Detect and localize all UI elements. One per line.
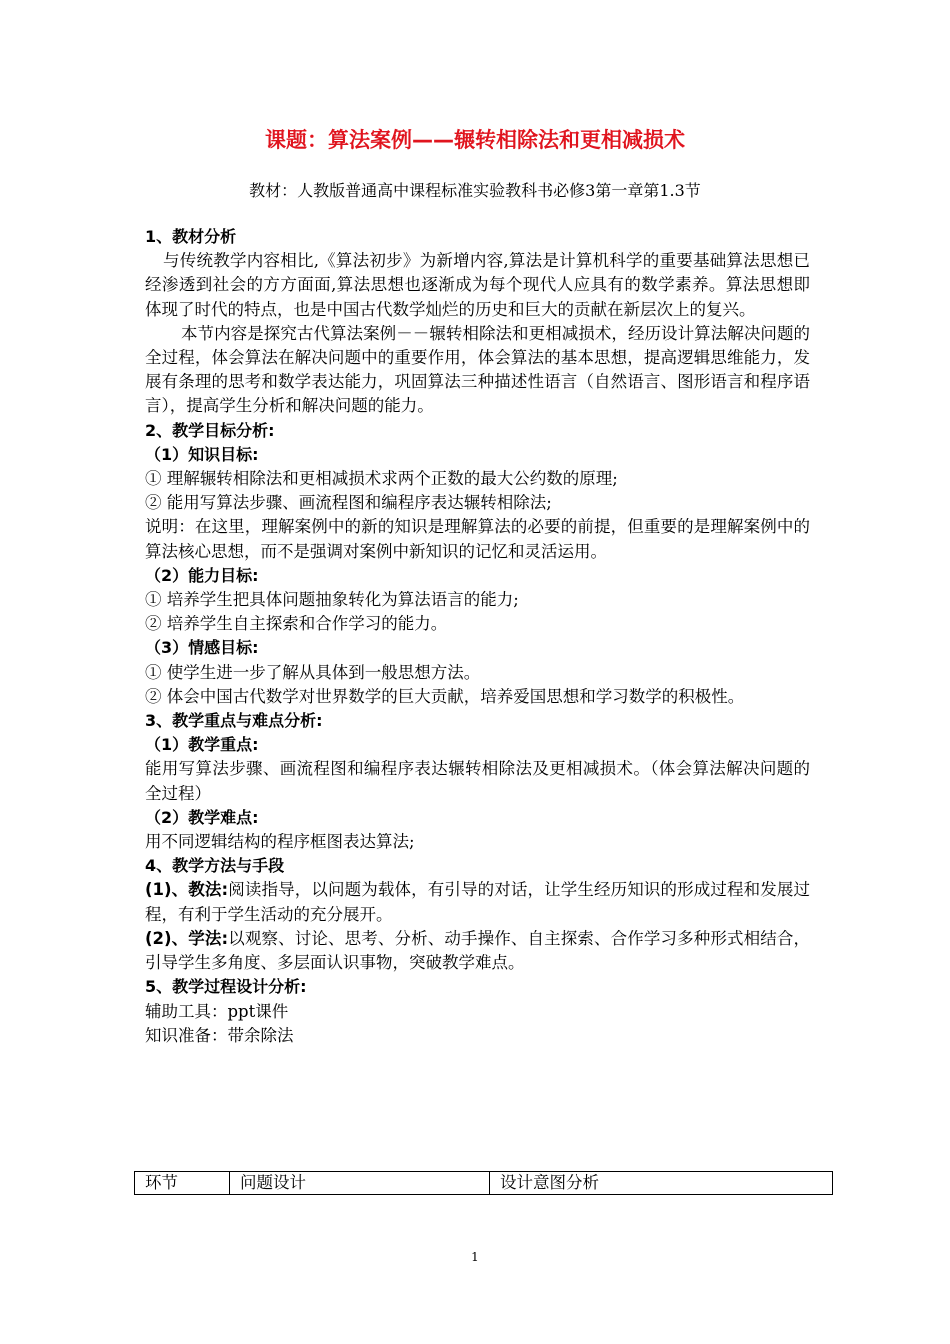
paragraph-material-1: 与传统教学内容相比,《算法初步》为新增内容,算法是计算机科学的重要基础算法思想已经渗透到社会的方方面面,算法思想也逐渐成为每个现代人应具有的数学素养。算法思想即体现了时代的特点，也是中国古代数学灿烂的历史和巨大的贡献在新层次上的复兴。 — [145, 251, 810, 319]
textbook-info: 教材：人教版普通高中课程标准实验教科书必修3第一章第1.3节 — [249, 181, 701, 200]
page-number: 1 — [471, 1250, 479, 1264]
label-learning-method: (2)、学法: — [145, 928, 229, 948]
table-header-question: 问题设计 — [230, 1172, 490, 1195]
list-item-ability-2: ② 培养学生自主探索和合作学习的能力。 — [145, 614, 448, 634]
section-heading-material: 1、教材分析 — [145, 227, 237, 246]
section-heading-objectives: 2、教学目标分析: — [145, 420, 275, 440]
subheading-ability: （2）能力目标: — [145, 565, 259, 585]
paragraph-focus: 能用写算法步骤、画流程图和编程序表达辗转相除法及更相减损术。（体会算法解决问题的全过程） — [145, 759, 810, 803]
table-header-intent: 设计意图分析 — [490, 1172, 833, 1195]
section-heading-methods: 4、教学方法与手段 — [145, 856, 285, 876]
label-teaching-method: (1)、教法: — [145, 880, 229, 900]
paragraph-tools: 辅助工具：ppt课件 — [145, 1001, 289, 1021]
process-table — [134, 1171, 833, 1195]
document-body — [145, 225, 810, 1048]
table-header-row — [135, 1172, 833, 1195]
section-heading-process: 5、教学过程设计分析: — [145, 977, 307, 997]
text-teaching-method: 阅读指导，以问题为载体，有引导的对话，让学生经历知识的形成过程和发展过程，有利于学生活动的充分展开。 — [145, 880, 811, 924]
subheading-difficulty: （2）教学难点: — [145, 807, 259, 827]
paragraph-material-2: 本节内容是探究古代算法案例－－辗转相除法和更相减损术，经历设计算法解决问题的全过程，体会算法在解决问题中的重要作用，体会算法的基本思想，提高逻辑思维能力，发展有条理的思考和数学表达能力，巩固算法三种描述性语言（自然语言、图形语言和程序语言），提高学生分析和解决问题的能力。 — [145, 323, 810, 416]
subheading-emotion: （3）情感目标: — [145, 638, 259, 658]
list-item-emotion-1: ① 使学生进一步了解从具体到一般思想方法。 — [145, 662, 481, 682]
section-heading-key-points: 3、教学重点与难点分析: — [145, 711, 323, 731]
paragraph-difficulty: 用不同逻辑结构的程序框图表达算法; — [145, 832, 415, 852]
list-item-knowledge-1: ① 理解辗转相除法和更相减损术求两个正数的最大公约数的原理; — [145, 469, 618, 489]
subheading-knowledge: （1）知识目标: — [145, 444, 259, 464]
list-item-emotion-2: ② 体会中国古代数学对世界数学的巨大贡献，培养爱国思想和学习数学的积极性。 — [145, 686, 745, 706]
paragraph-teaching-method — [145, 878, 810, 926]
table-header-stage: 环节 — [135, 1172, 230, 1195]
page-title: 课题：算法案例——辗转相除法和更相减损术 — [265, 128, 685, 152]
subheading-focus: （1）教学重点: — [145, 735, 259, 755]
text-learning-method: 以观察、讨论、思考、分析、动手操作、自主探索、合作学习多种形式相结合，引导学生多角度、多层面认识事物，突破教学难点。 — [145, 928, 811, 973]
paragraph-learning-method — [145, 927, 810, 975]
list-item-ability-1: ① 培养学生把具体问题抽象转化为算法语言的能力; — [145, 590, 519, 610]
paragraph-note: 说明：在这里，理解案例中的新的知识是理解算法的必要的前提，但重要的是理解案例中的算法核心思想，而不是强调对案例中新知识的记忆和灵活运用。 — [145, 517, 810, 561]
paragraph-preparation: 知识准备：带余除法 — [145, 1025, 294, 1045]
list-item-knowledge-2: ② 能用写算法步骤、画流程图和编程序表达辗转相除法; — [145, 493, 552, 513]
